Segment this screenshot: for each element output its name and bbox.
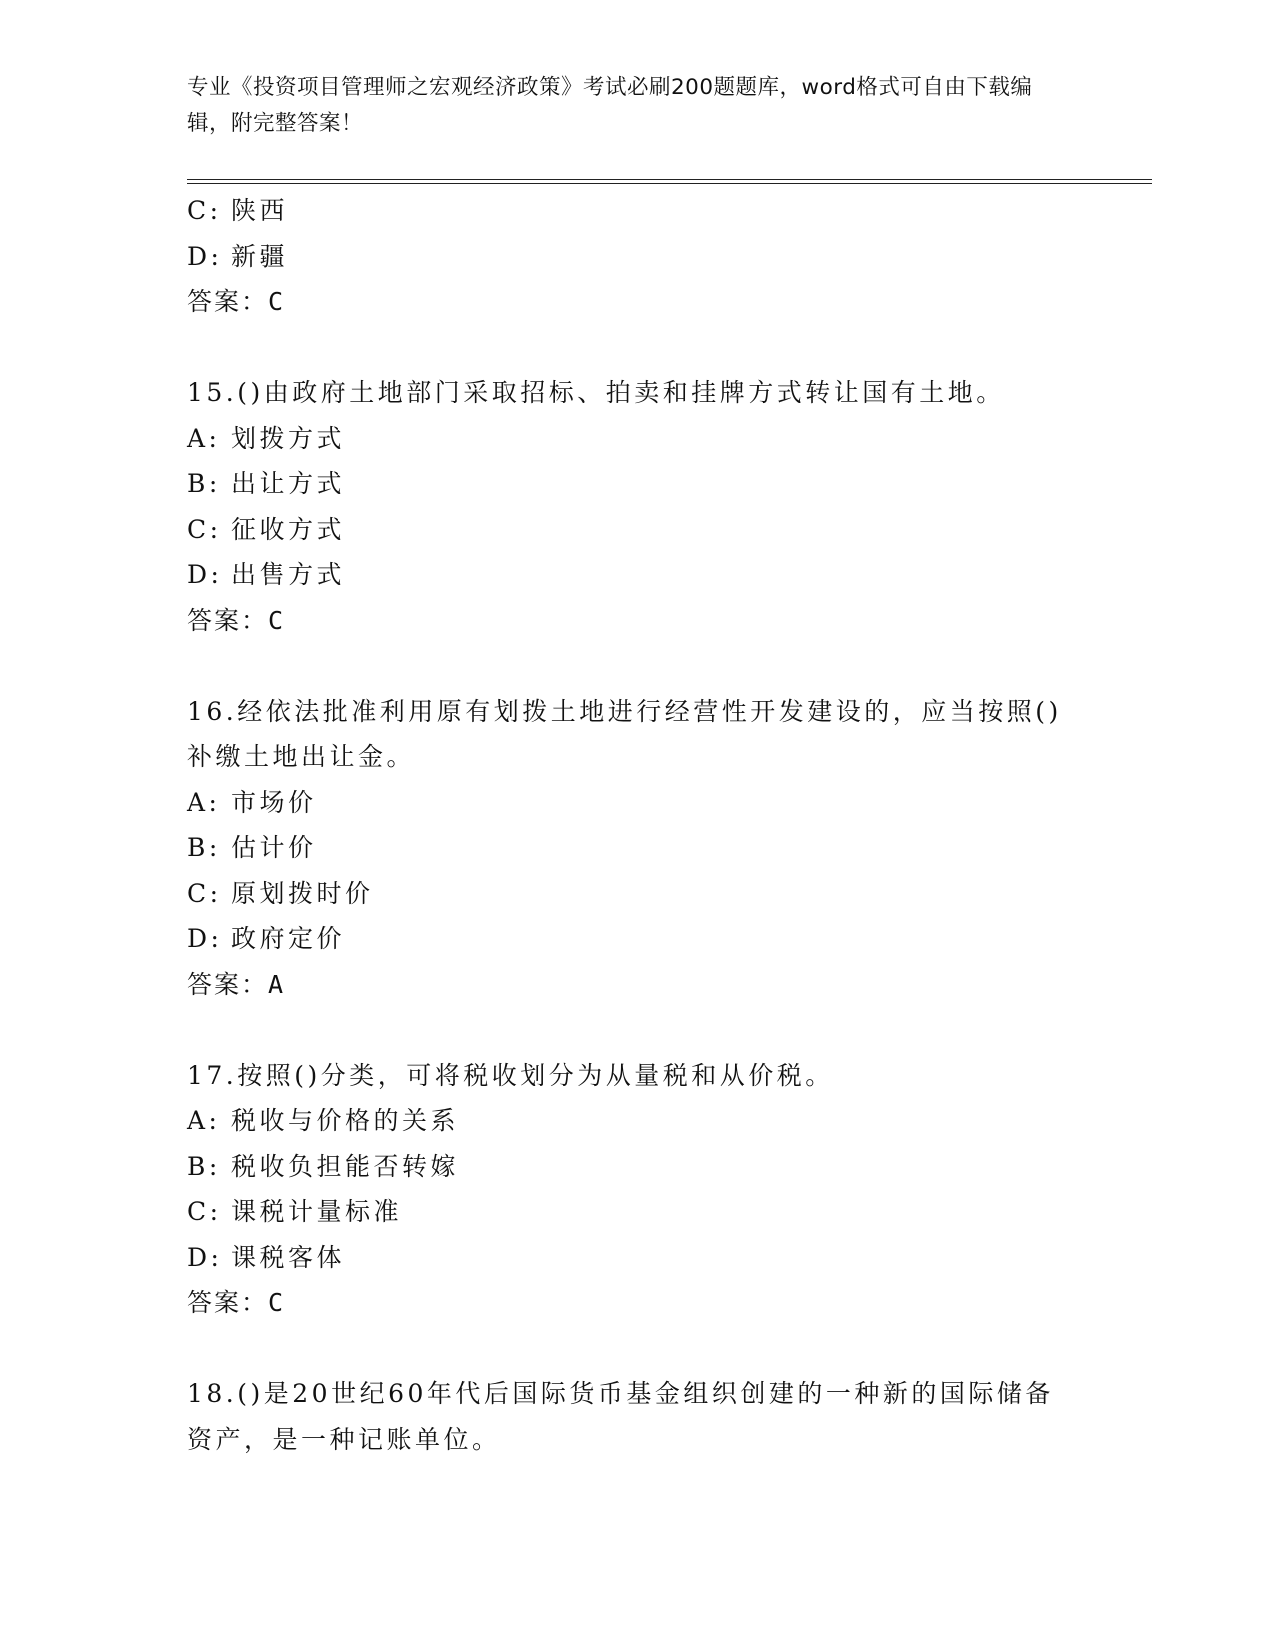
question-18 [187, 1371, 1087, 1462]
question-stem-line: 按照()分类，可将税收划分为从量税和从价税。 [237, 1060, 834, 1090]
question-stem [187, 689, 1087, 735]
option-row [187, 461, 1087, 507]
option-row [187, 1235, 1087, 1281]
option-text: 市场价 [231, 787, 317, 817]
option-row [187, 1189, 1087, 1235]
option-text: 陕西 [231, 196, 289, 225]
option-text: 税收负担能否转嫁 [231, 1151, 460, 1181]
question-stem-line: 经依法批准利用原有划拨土地进行经营性开发建设的，应当按照() [237, 696, 1062, 726]
question-stem-line: ()由政府土地部门采取招标、拍卖和挂牌方式转让国有土地。 [237, 378, 1005, 407]
answer-value: C [268, 1288, 286, 1317]
spacer [187, 1326, 1087, 1372]
document-header [187, 70, 1067, 142]
answer-value: C [268, 605, 286, 635]
option-letter: D: [187, 560, 223, 589]
option-row [187, 552, 1087, 598]
answer-value: C [268, 287, 286, 316]
option-row [187, 780, 1087, 826]
answer-label: 答案： [187, 287, 269, 316]
option-text: 新疆 [231, 241, 289, 271]
option-letter: C: [187, 514, 222, 544]
option-text: 课税计量标准 [231, 1197, 403, 1226]
question-stem-continued [187, 734, 1087, 780]
answer-label: 答案： [187, 969, 269, 999]
option-letter: A: [187, 423, 221, 453]
option-text: 课税客体 [231, 1242, 346, 1272]
question-stem-continued [187, 1417, 1087, 1463]
option-letter: C: [187, 878, 222, 908]
question-15 [187, 370, 1087, 643]
option-letter: B: [187, 833, 221, 862]
option-text: 税收与价格的关系 [231, 1106, 460, 1135]
answer-row [187, 279, 1087, 325]
option-text: 政府定价 [231, 924, 346, 953]
option-row [187, 1144, 1087, 1190]
answer-label: 答案： [187, 605, 269, 635]
question-number: 15. [187, 378, 238, 407]
option-text: 出售方式 [231, 560, 346, 589]
question-stem-line: 补缴土地出让金。 [187, 742, 416, 771]
answer-row [187, 962, 1087, 1008]
answer-value: A [268, 969, 286, 999]
question-number: 16. [187, 696, 238, 726]
option-letter: D: [187, 924, 223, 953]
option-row [187, 825, 1087, 871]
header-divider-bottom [187, 183, 1152, 184]
spacer [187, 643, 1087, 689]
option-letter: D: [187, 1242, 223, 1272]
option-row [187, 1098, 1087, 1144]
option-letter: B: [187, 469, 221, 498]
option-text: 原划拨时价 [231, 878, 374, 908]
question-stem-line: ()是20世纪60年代后国际货币基金组织创建的一种新的国际储备 [237, 1379, 1054, 1408]
option-letter: D: [187, 241, 223, 271]
spacer [187, 1007, 1087, 1053]
option-row [187, 234, 1087, 280]
option-row [187, 871, 1087, 917]
answer-row [187, 598, 1087, 644]
question-continued [187, 188, 1087, 325]
option-text: 估计价 [231, 833, 317, 862]
question-stem-line: 资产，是一种记账单位。 [187, 1424, 501, 1454]
question-16 [187, 689, 1087, 1008]
option-text: 出让方式 [231, 469, 346, 498]
spacer [187, 325, 1087, 371]
option-row [187, 916, 1087, 962]
header-title: 专业《投资项目管理师之宏观经济政策》考试必刷200题题库，word格式可自由下载编辑，附完整答案！ [187, 75, 1033, 136]
question-list [187, 188, 1087, 1462]
option-letter: C: [187, 196, 222, 225]
header-divider-top [187, 179, 1152, 180]
question-17 [187, 1053, 1087, 1326]
answer-row [187, 1280, 1087, 1326]
question-number: 17. [187, 1060, 238, 1090]
option-text: 征收方式 [231, 514, 346, 544]
question-stem [187, 1371, 1087, 1417]
option-letter: C: [187, 1197, 222, 1226]
option-row [187, 416, 1087, 462]
option-row [187, 188, 1087, 234]
question-number: 18. [187, 1379, 238, 1408]
option-letter: A: [187, 1106, 221, 1135]
option-text: 划拨方式 [231, 423, 346, 453]
option-letter: B: [187, 1151, 221, 1181]
option-row [187, 507, 1087, 553]
question-stem [187, 1053, 1087, 1099]
answer-label: 答案： [187, 1288, 269, 1317]
option-letter: A: [187, 787, 221, 817]
question-stem [187, 370, 1087, 416]
